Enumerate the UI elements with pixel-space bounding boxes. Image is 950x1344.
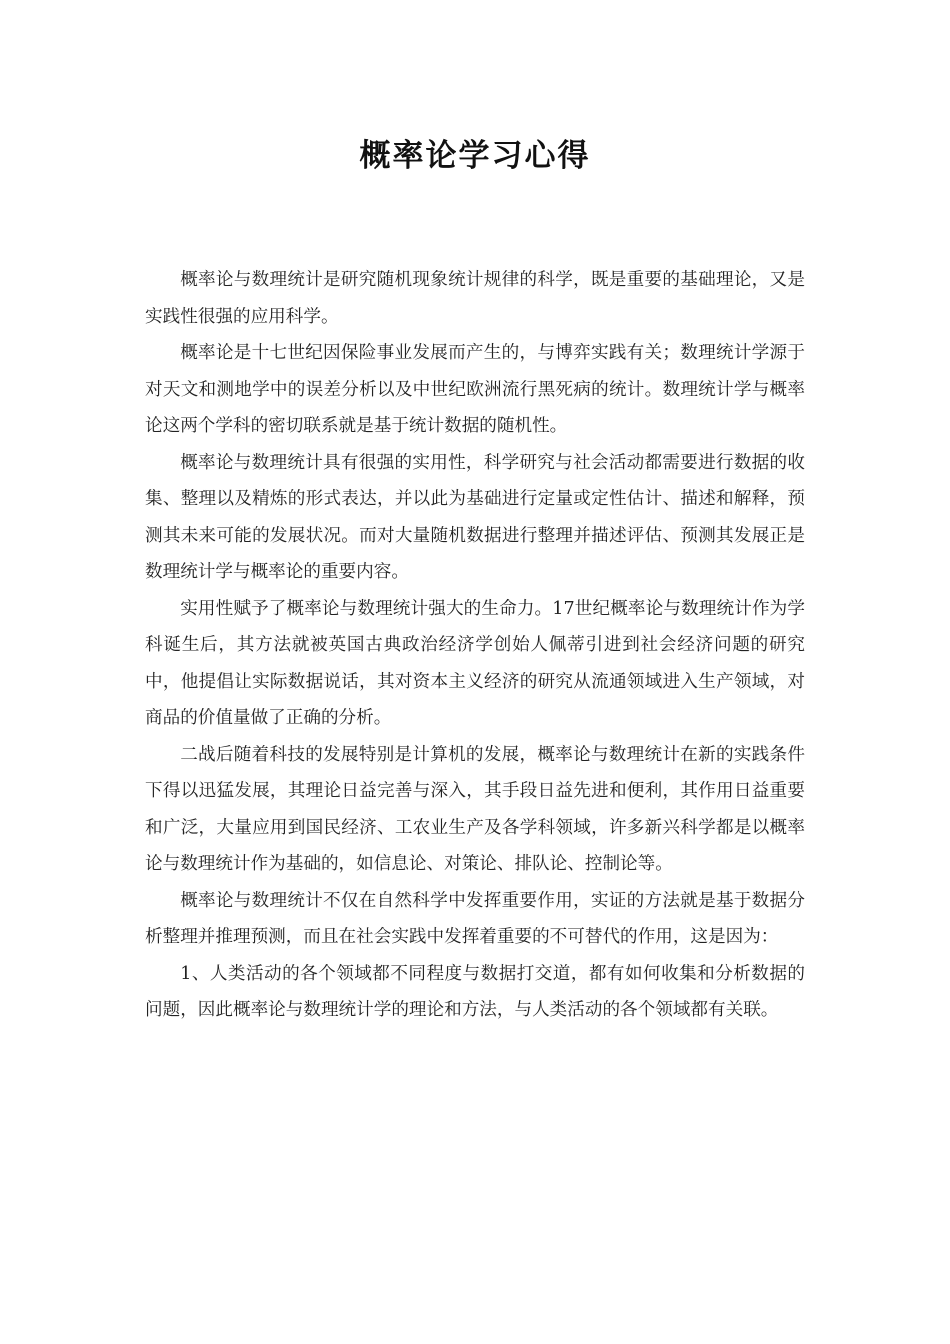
paragraph-6: 概率论与数理统计不仅在自然科学中发挥重要作用，实证的方法就是基于数据分析整理并推理预测，而且在社会实践中发挥着重要的不可替代的作用，这是因为： <box>145 890 805 947</box>
paragraph-1: 概率论与数理统计是研究随机现象统计规律的科学，既是重要的基础理论，又是实践性很强的应用科学。 <box>145 270 805 327</box>
paragraph-7: 1、人类活动的各个领域都不同程度与数据打交道，都有如何收集和分析数据的问题，因此概率论与数理统计学的理论和方法，与人类活动的各个领域都有关联。 <box>145 963 805 1020</box>
paragraph-4: 实用性赋予了概率论与数理统计强大的生命力。17世纪概率论与数理统计作为学科诞生后，其方法就被英国古典政治经济学创始人佩蒂引进到社会经济问题的研究中，他提倡让实际数据说话，其对资本主义经济的研究从流通领域进入生产领域，对商品的价值量做了正确的分析。 <box>145 598 805 728</box>
document-body <box>145 262 805 1029</box>
paragraph-5: 二战后随着科技的发展特别是计算机的发展，概率论与数理统计在新的实践条件下得以迅猛发展，其理论日益完善与深入，其手段日益先进和便利，其作用日益重要和广泛，大量应用到国民经济、工农业生产及各学科领域，许多新兴科学都是以概率论与数理统计作为基础的，如信息论、对策论、排队论、控制论等。 <box>145 744 805 874</box>
paragraph-2: 概率论是十七世纪因保险事业发展而产生的，与博弈实践有关；数理统计学源于对天文和测地学中的误差分析以及中世纪欧洲流行黑死病的统计。数理统计学与概率论这两个学科的密切联系就是基于统计数据的随机性。 <box>145 343 805 436</box>
paragraph-3: 概率论与数理统计具有很强的实用性，科学研究与社会活动都需要进行数据的收集、整理以及精炼的形式表达，并以此为基础进行定量或定性估计、描述和解释，预测其未来可能的发展状况。而对大量随机数据进行整理并描述评估、预测其发展正是数理统计学与概率论的重要内容。 <box>145 452 805 582</box>
document-title: 概率论学习心得 <box>359 138 591 174</box>
